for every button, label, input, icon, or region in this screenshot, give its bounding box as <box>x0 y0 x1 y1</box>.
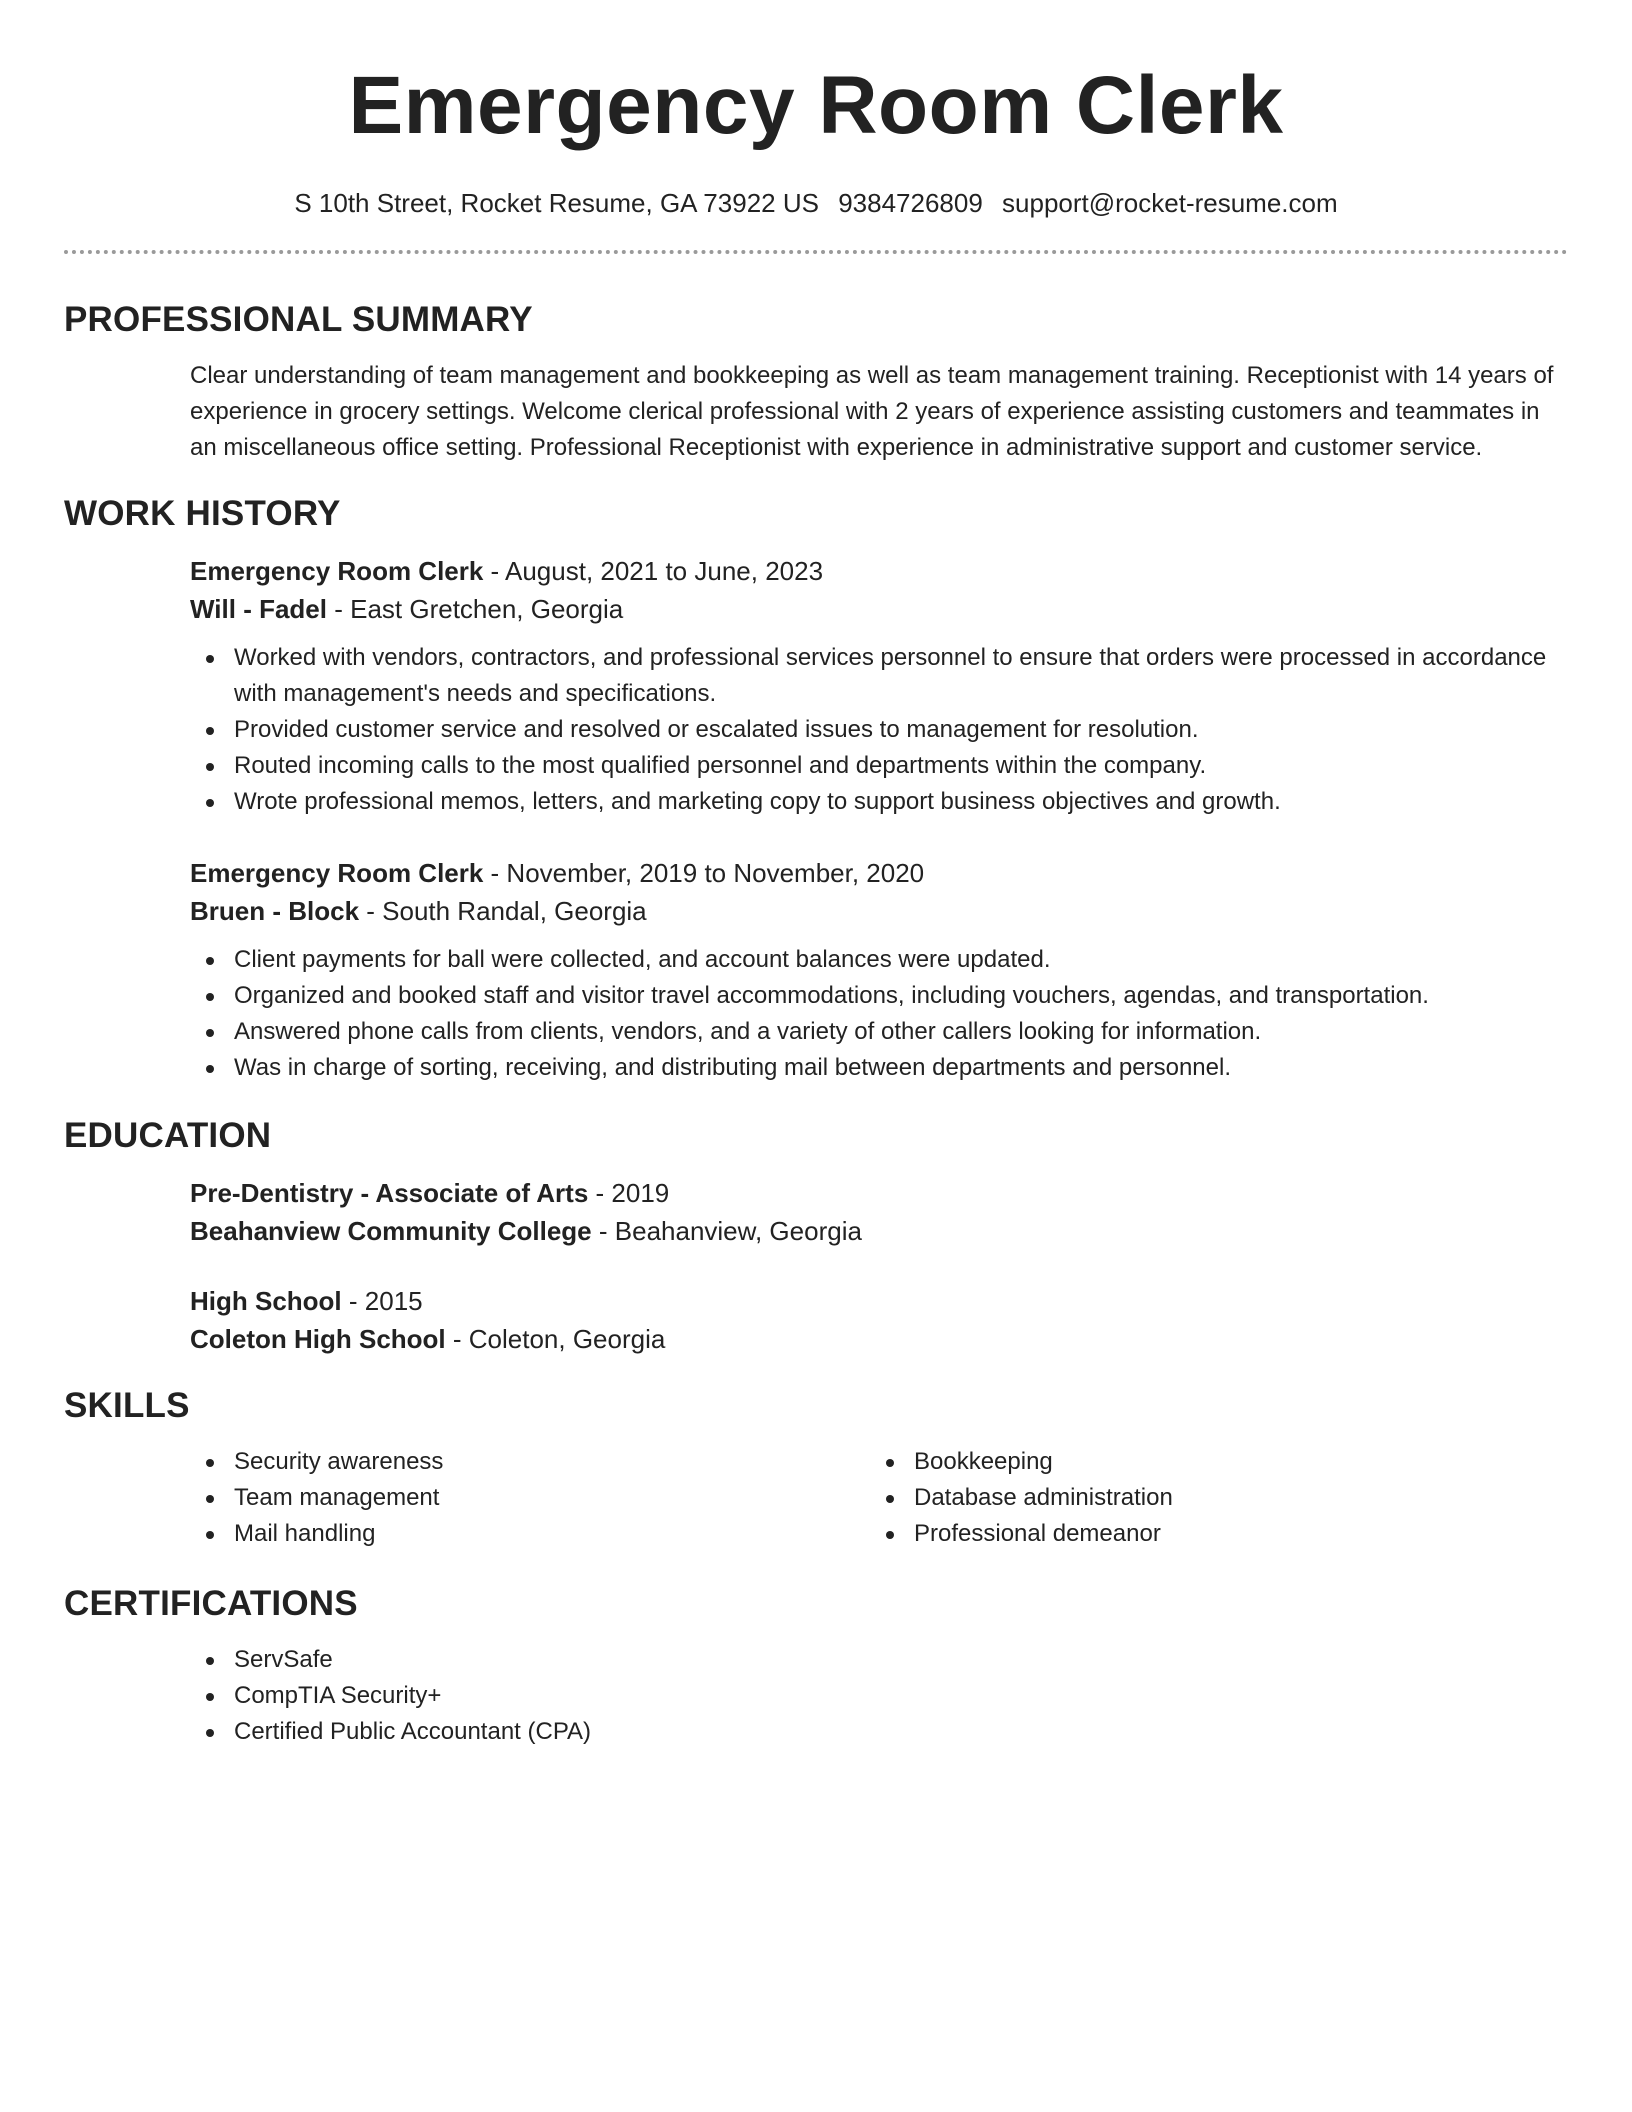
job-location: - East Gretchen, Georgia <box>327 594 624 624</box>
education-degree: Pre-Dentistry - Associate of Arts <box>190 1178 589 1208</box>
certification-item: CompTIA Security+ <box>190 1678 1568 1714</box>
certifications-list <box>190 1642 1568 1750</box>
candidate-name: Emergency Room Clerk <box>348 60 1284 151</box>
contact-email: support@rocket-resume.com <box>1002 188 1338 218</box>
education-degree: High School <box>190 1286 342 1316</box>
education-location: - Beahanview, Georgia <box>591 1216 862 1246</box>
education-school-line <box>190 1320 1568 1358</box>
job-dates: - November, 2019 to November, 2020 <box>483 858 925 888</box>
job-company-line <box>190 892 1568 930</box>
education-degree-line <box>190 1282 1568 1320</box>
skill-item: Database administration <box>870 1480 1568 1516</box>
education-school-line <box>190 1212 1568 1250</box>
certifications-title: CERTIFICATIONS <box>64 1584 358 1623</box>
education-section <box>64 1114 1568 1358</box>
skills-title: SKILLS <box>64 1386 190 1425</box>
job-company: Will - Fadel <box>190 594 327 624</box>
certification-item: ServSafe <box>190 1642 1568 1678</box>
job-bullets <box>190 640 1568 820</box>
skills-section <box>64 1384 1568 1552</box>
contact-address: S 10th Street, Rocket Resume, GA 73922 US <box>294 188 819 218</box>
job-bullet: Routed incoming calls to the most qualified personnel and departments within the company. <box>190 748 1568 784</box>
work-history-section <box>64 492 1568 1086</box>
certifications-section <box>64 1582 1568 1750</box>
job-bullet: Wrote professional memos, letters, and marketing copy to support business objectives and growth. <box>190 784 1568 820</box>
job-entry <box>190 552 1568 820</box>
education-year: - 2015 <box>341 1286 423 1316</box>
job-bullet: Client payments for ball were collected, and account balances were updated. <box>190 942 1568 978</box>
certification-item: Certified Public Accountant (CPA) <box>190 1714 1568 1750</box>
education-year: - 2019 <box>588 1178 670 1208</box>
skill-item: Security awareness <box>190 1444 870 1480</box>
job-role: Emergency Room Clerk <box>190 556 484 586</box>
job-location: - South Randal, Georgia <box>359 896 647 926</box>
education-degree-line <box>190 1174 1568 1212</box>
job-role: Emergency Room Clerk <box>190 858 484 888</box>
job-bullet: Worked with vendors, contractors, and professional services personnel to ensure that orders were processed in accordance with management's needs and specifications. <box>190 640 1568 712</box>
job-bullet: Provided customer service and resolved or escalated issues to management for resolution. <box>190 712 1568 748</box>
education-title: EDUCATION <box>64 1116 272 1155</box>
skills-list-left <box>190 1444 870 1552</box>
summary-title: PROFESSIONAL SUMMARY <box>64 300 533 339</box>
education-school: Coleton High School <box>190 1324 446 1354</box>
skills-list-right <box>870 1444 1568 1552</box>
resume-header <box>64 0 1568 220</box>
job-company-line <box>190 590 1568 628</box>
education-location: - Coleton, Georgia <box>445 1324 666 1354</box>
skill-item: Mail handling <box>190 1516 870 1552</box>
skill-item: Professional demeanor <box>870 1516 1568 1552</box>
contact-phone: 9384726809 <box>838 188 983 218</box>
work-history-title: WORK HISTORY <box>64 494 341 533</box>
job-company: Bruen - Block <box>190 896 360 926</box>
job-bullet: Answered phone calls from clients, vendors, and a variety of other callers looking for information. <box>190 1014 1568 1050</box>
job-title-line <box>190 854 1568 892</box>
education-school: Beahanview Community College <box>190 1216 592 1246</box>
skill-item: Team management <box>190 1480 870 1516</box>
contact-line <box>64 186 1568 220</box>
job-bullets <box>190 942 1568 1086</box>
education-entry <box>190 1282 1568 1358</box>
education-entry <box>190 1174 1568 1250</box>
job-title-line <box>190 552 1568 590</box>
summary-text: Clear understanding of team management and bookkeeping as well as team management training. Receptionist with 14 years of experience in grocery settings. Welcome clerical professional with 2 years of experience assisting customers and teammates in an miscellaneous office setting. Professional Receptionist with experience in administrative support and customer service. <box>190 362 1554 461</box>
job-entry <box>190 854 1568 1086</box>
skill-item: Bookkeeping <box>870 1444 1568 1480</box>
header-divider <box>64 250 1568 254</box>
job-bullet: Was in charge of sorting, receiving, and distributing mail between departments and personnel. <box>190 1050 1568 1086</box>
job-bullet: Organized and booked staff and visitor travel accommodations, including vouchers, agendas, and transportation. <box>190 978 1568 1014</box>
job-dates: - August, 2021 to June, 2023 <box>483 556 824 586</box>
summary-section <box>64 298 1568 466</box>
